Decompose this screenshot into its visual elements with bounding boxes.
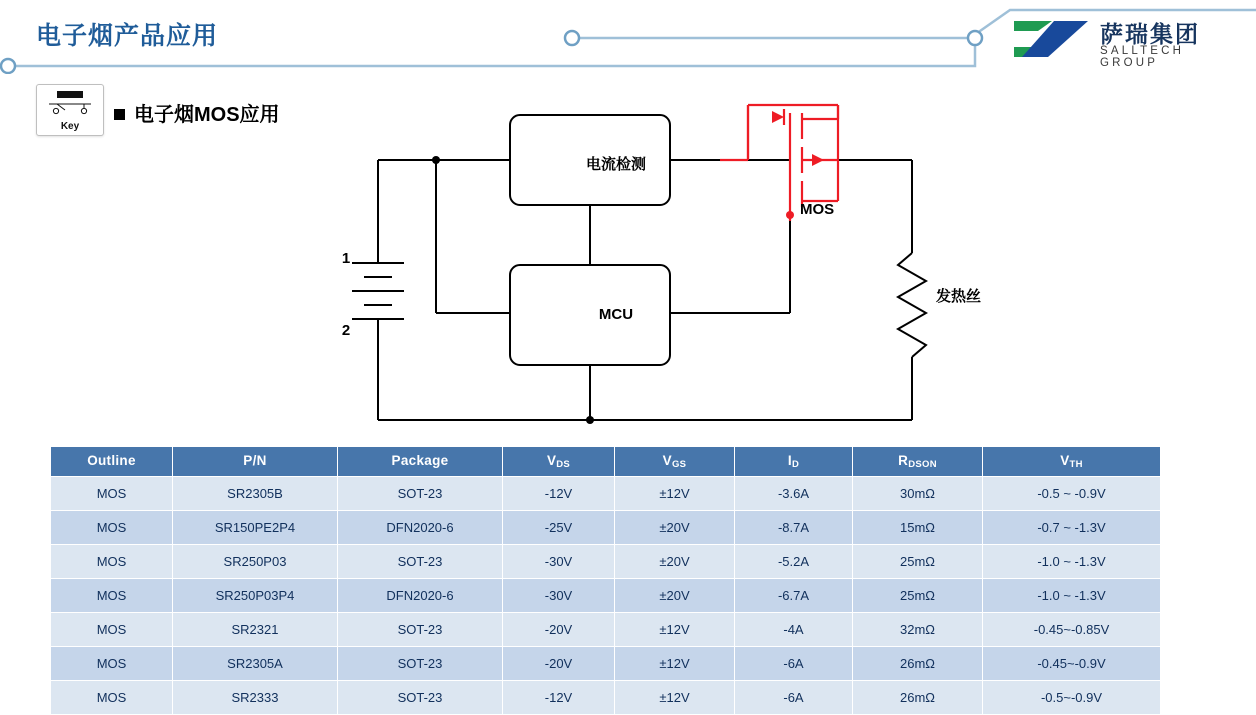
cell-vds: -20V xyxy=(503,647,615,681)
cell-package: DFN2020-6 xyxy=(338,579,503,613)
table-row xyxy=(51,681,1161,715)
battery-pin-1-label: 1 xyxy=(341,250,351,267)
col-vds: $V_{DS}$ xyxy=(503,447,615,477)
cell-vgs: ±12V xyxy=(615,681,735,715)
table-body xyxy=(51,477,1161,715)
col-package: Package xyxy=(338,447,503,477)
table-row xyxy=(51,511,1161,545)
cell-pn: SR2305A xyxy=(173,647,338,681)
cell-id: -4A xyxy=(735,613,853,647)
table-head xyxy=(51,447,1161,477)
cell-package: SOT-23 xyxy=(338,477,503,511)
cell-outline: MOS xyxy=(51,477,173,511)
salltech-logo-icon xyxy=(1012,18,1090,60)
cell-vgs: ±12V xyxy=(615,647,735,681)
cell-outline: MOS xyxy=(51,647,173,681)
header xyxy=(0,0,1256,74)
logo-text-en: SALLTECH GROUP xyxy=(1100,45,1185,69)
cell-package: DFN2020-6 xyxy=(338,511,503,545)
brand-logo xyxy=(1012,16,1242,69)
table-row xyxy=(51,545,1161,579)
cell-rdson: 15mΩ xyxy=(853,511,983,545)
circuit-diagram xyxy=(300,95,1060,445)
section-title xyxy=(114,98,280,127)
cell-pn: SR250P03P4 xyxy=(173,579,338,613)
table-row xyxy=(51,647,1161,681)
cell-vth: -0.7 ~ -1.3V xyxy=(983,511,1161,545)
circuit-svg xyxy=(300,95,1060,445)
col-pn: P/N xyxy=(173,447,338,477)
cell-vgs: ±12V xyxy=(615,477,735,511)
key-badge-label: Key xyxy=(60,121,80,132)
cell-outline: MOS xyxy=(51,681,173,715)
cell-rdson: 32mΩ xyxy=(853,613,983,647)
cell-vgs: ±20V xyxy=(615,545,735,579)
cell-id: -3.6A xyxy=(735,477,853,511)
cell-pn: SR2321 xyxy=(173,613,338,647)
cell-vgs: ±20V xyxy=(615,579,735,613)
cell-outline: MOS xyxy=(51,613,173,647)
cell-outline: MOS xyxy=(51,545,173,579)
block-label-current-sense: 电流检测 xyxy=(585,156,646,173)
cell-pn: SR250P03 xyxy=(173,545,338,579)
col-id: $I_D$ xyxy=(735,447,853,477)
bullet-square-icon xyxy=(114,109,125,120)
table-row xyxy=(51,579,1161,613)
cell-vds: -12V xyxy=(503,681,615,715)
block-label-mcu: MCU xyxy=(598,306,634,323)
cell-vth: -0.45~-0.85V xyxy=(983,613,1161,647)
parts-table-wrapper xyxy=(50,446,1160,715)
col-rdson: $R_{DSON}$ xyxy=(853,447,983,477)
mos-symbol-icon xyxy=(748,105,838,207)
cell-vth: -0.5 ~ -0.9V xyxy=(983,477,1161,511)
cell-rdson: 30mΩ xyxy=(853,477,983,511)
logo-text-cn: 萨瑞集团 xyxy=(1100,21,1200,47)
cell-vth: -0.5~-0.9V xyxy=(983,681,1161,715)
cell-vth: -0.45~-0.9V xyxy=(983,647,1161,681)
battery-pin-2-label: 2 xyxy=(341,322,351,339)
cell-pn: SR2305B xyxy=(173,477,338,511)
cell-vgs: ±20V xyxy=(615,511,735,545)
cell-package: SOT-23 xyxy=(338,613,503,647)
cell-rdson: 25mΩ xyxy=(853,545,983,579)
cell-vds: -30V xyxy=(503,579,615,613)
cell-vds: -20V xyxy=(503,613,615,647)
cell-rdson: 26mΩ xyxy=(853,681,983,715)
page-title: 电子烟产品应用 xyxy=(36,22,219,50)
cell-id: -8.7A xyxy=(735,511,853,545)
cell-vds: -12V xyxy=(503,477,615,511)
cell-package: SOT-23 xyxy=(338,647,503,681)
cell-vds: -30V xyxy=(503,545,615,579)
cell-id: -6A xyxy=(735,647,853,681)
cell-package: SOT-23 xyxy=(338,545,503,579)
cell-rdson: 25mΩ xyxy=(853,579,983,613)
cell-vgs: ±12V xyxy=(615,613,735,647)
col-outline: Outline xyxy=(51,447,173,477)
section-title-text: 电子烟MOS应用 xyxy=(134,104,280,126)
block-label-mos: MOS xyxy=(800,201,835,218)
cell-package: SOT-23 xyxy=(338,681,503,715)
parts-table xyxy=(50,446,1161,715)
cell-pn: SR2333 xyxy=(173,681,338,715)
cell-id: -6A xyxy=(735,681,853,715)
cell-id: -5.2A xyxy=(735,545,853,579)
key-switch-icon xyxy=(45,89,95,115)
cell-rdson: 26mΩ xyxy=(853,647,983,681)
cell-outline: MOS xyxy=(51,511,173,545)
cell-pn: SR150PE2P4 xyxy=(173,511,338,545)
key-badge xyxy=(36,84,104,136)
cell-vth: -1.0 ~ -1.3V xyxy=(983,579,1161,613)
table-row xyxy=(51,477,1161,511)
cell-id: -6.7A xyxy=(735,579,853,613)
table-header-row xyxy=(51,447,1161,477)
block-label-heater: 发热丝 xyxy=(936,288,982,305)
cell-vth: -1.0 ~ -1.3V xyxy=(983,545,1161,579)
table-row xyxy=(51,613,1161,647)
col-vth: $V_{TH}$ xyxy=(983,447,1161,477)
col-vgs: $V_{GS}$ xyxy=(615,447,735,477)
cell-vds: -25V xyxy=(503,511,615,545)
cell-outline: MOS xyxy=(51,579,173,613)
